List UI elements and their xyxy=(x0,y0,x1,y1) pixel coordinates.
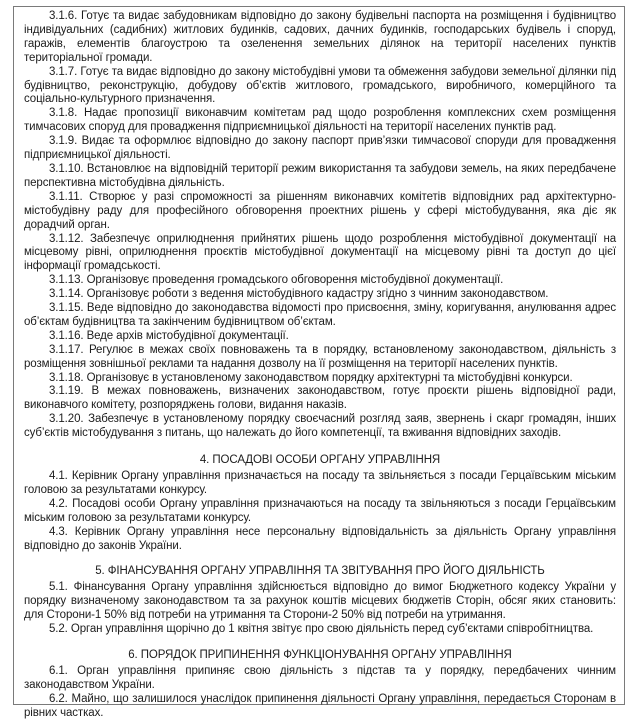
paragraph-3-1-20: 3.1.20. Забезпечує в установленому порядку своєчасний розгляд заяв, звернень і скарг громадян, інших суб’єктів містобудування з питань, що належать до його компетенції, та вживання відповідних заходів. xyxy=(24,413,616,440)
paragraph-5-2: 5.2. Орган управління щорічно до 1 квітня звітує про свою діяльність перед суб’єктами співробітництва. xyxy=(49,623,594,636)
paragraph-3-1-11: 3.1.11. Створює у разі спроможності за рішенням виконавчих комітетів відповідних рад архітектурно-містобудівну раду для професійного обговорення проектних рішень у сфері містобудування, яка діє як дорадчий орган. xyxy=(24,190,616,231)
paragraph-3-1-10: 3.1.10. Встановлює на відповідній території режим використання та забудови земель, на яких передбачене перспективна містобудівна діяльність. xyxy=(24,162,616,189)
section-5-heading: 5. ФІНАНСУВАННЯ ОРГАНУ УПРАВЛІННЯ ТА ЗВІТУВАННЯ ПРО ЙОГО ДІЯЛЬНІСТЬ xyxy=(95,565,545,578)
paragraph-3-1-17: 3.1.17. Регулює в межах своїх повноважень та в порядку, встановленому законодавством, діяльність з розміщення зовнішньої реклами та надання дозволу на її розміщення на території населених пунктів. xyxy=(24,343,616,370)
document-frame xyxy=(13,6,625,719)
paragraph-3-1-13: 3.1.13. Організовує проведення громадського обговорення містобудівної документації. xyxy=(49,274,504,287)
paragraph-3-1-19: 3.1.19. В межах повноважень, визначених законодавством, готує проєкти рішень відповідної ради, виконавчого комітету, розпоряджень голови, видання наказів. xyxy=(24,385,616,412)
paragraph-3-1-16: 3.1.16. Веде архів містобудівної документації. xyxy=(49,329,289,342)
paragraph-4-1: 4.1. Керівник Органу управління призначається на посаду та звільняється з посади Герцаївським міським головою за результатами конкурсу. xyxy=(24,470,616,496)
paragraph-5-1: 5.1. Фінансування Органу управління здійснюється відповідно до вимог Бюджетного кодексу України у порядку визначеному законодавством та за рахунок коштів місцевих бюджетів Сторін, обсяг яких становить: для Сторони-1 50% від потреби на утримання та Сторони-2 50% від потреби на утримання. xyxy=(24,581,616,622)
section-6-heading: 6. ПОРЯДОК ПРИПИНЕННЯ ФУНКЦІОНУВАННЯ ОРГАНУ УПРАВЛІННЯ xyxy=(128,648,512,661)
paragraph-3-1-14: 3.1.14. Організовує роботи з ведення містобудівного кадастру згідно з чинним законодавством. xyxy=(49,288,549,301)
paragraph-3-1-9: 3.1.9. Видає та оформлює відповідно до закону паспорт прив’язки тимчасової споруди для провадження підприємницької діяльності. xyxy=(24,135,616,162)
paragraph-4-3: 4.3. Керівник Органу управління несе персональну відповідальність за діяльність Органу управління відповідно до законів України. xyxy=(24,525,616,552)
paragraph-3-1-15: 3.1.15. Веде відповідно до законодавства відомості про присвоєння, зміну, коригування, анулювання адрес об’єктам будівництва та закінченим будівництвом об’єктам. xyxy=(24,302,616,328)
paragraph-4-2: 4.2. Посадові особи Органу управління призначаються на посаду та звільняються з посади Герцаївським міським головою за результатами конкурсу. xyxy=(24,497,616,524)
paragraph-3-1-18: 3.1.18. Організовує в установленому законодавством порядку архітектурні та містобудівні конкурси. xyxy=(49,371,573,384)
paragraph-3-1-7: 3.1.7. Готує та видає відповідно до закону містобудівні умови та обмеження забудови земельної ділянки під будівництво, реконструкцію, добудову об’єктів житлового, громадського, виробничого, комерційного та соціально-культурного призначення. xyxy=(24,65,616,106)
paragraph-6-2: 6.2. Майно, що залишилося унаслідок припинення діяльності Органу управління, передається Сторонам в рівних частках. xyxy=(24,692,616,719)
document-body xyxy=(24,10,616,721)
paragraph-3-1-12: 3.1.12. Забезпечує оприлюднення прийнятих рішень щодо розроблення містобудівної документації на місцевому рівні, оприлюднення проєктів містобудівної документації на місцевому рівні та доступ до цієї інформації громадськості. xyxy=(24,232,616,273)
section-4-heading: 4. ПОСАДОВІ ОСОБИ ОРГАНУ УПРАВЛІННЯ xyxy=(199,454,441,467)
paragraph-6-1: 6.1. Орган управління припиняє свою діяльність з підстав та у порядку, передбачених чинним законодавством України. xyxy=(24,664,616,691)
paragraph-3-1-8: 3.1.8. Надає пропозиції виконавчим комітетам рад щодо розроблення комплексних схем розміщення тимчасових споруд для провадження підприємницької діяльності на території населених пунктів рад. xyxy=(24,107,616,134)
paragraph-3-1-6: 3.1.6. Готує та видає забудовникам відповідно до закону будівельні паспорта на розміщення і будівництво індивідуальних (садибних) житлових будинків, садових, дачних будинків, господарських будівель і споруд, гаражів, елементів благоустрою та озеленення земельних ділянок на території населених пунктів територіальної громади. xyxy=(24,10,616,64)
